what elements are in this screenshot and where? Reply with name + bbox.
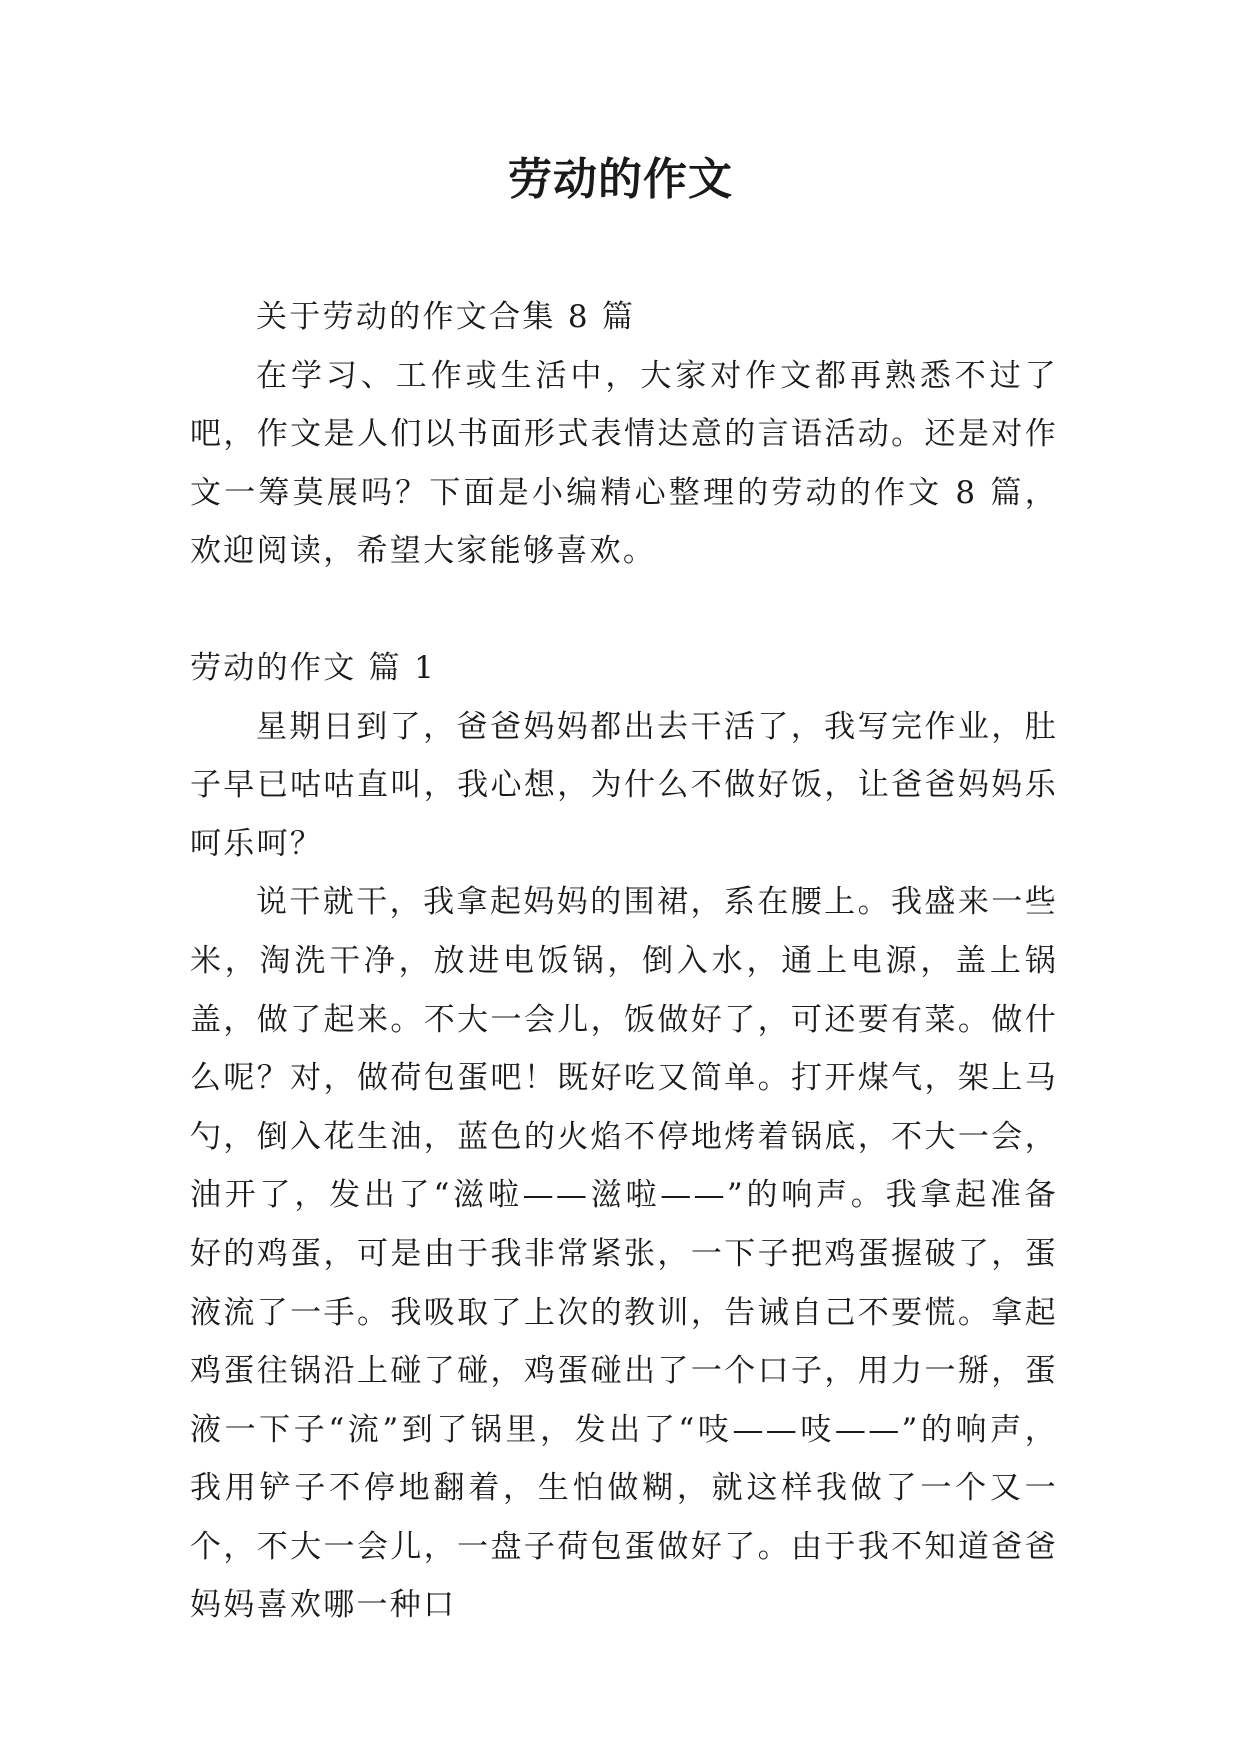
intro-paragraph: 在学习、工作或生活中，大家对作文都再熟悉不过了吧，作文是人们以书面形式表情达意的言语活动。还是对作文一筹莫展吗？下面是小编精心整理的劳动的作文 8 篇，欢迎阅读，希望大家能够喜欢。 xyxy=(190,357,1058,570)
document-title: 劳动的作文 xyxy=(508,154,733,205)
document-body xyxy=(190,288,1058,1635)
body-paragraph-1: 星期日到了，爸爸妈妈都出去干活了，我写完作业，肚子早已咕咕直叫，我心想，为什么不做好饭，让爸爸妈妈乐呵乐呵？ xyxy=(190,708,1058,862)
body-paragraph-2: 说干就干，我拿起妈妈的围裙，系在腰上。我盛来一些米，淘洗干净，放进电饭锅，倒入水，通上电源，盖上锅盖，做了起来。不大一会儿，饭做好了，可还要有菜。做什么呢？对，做荷包蛋吧！既好吃又简单。打开煤气，架上马勺，倒入花生油，蓝色的火焰不停地烤着锅底，不大一会，油开了，发出了“滋啦——滋啦——”的响声。我拿起准备好的鸡蛋，可是由于我非常紧张，一下子把鸡蛋握破了，蛋液流了一手。我吸取了上次的教训，告诫自己不要慌。拿起鸡蛋往锅沿上碰了碰，鸡蛋碰出了一个口子，用力一掰，蛋液一下子“流”到了锅里，发出了“吱——吱——”的响声，我用铲子不停地翻着，生怕做糊，就这样我做了一个又一个，不大一会儿，一盘子荷包蛋做好了。由于我不知道爸爸妈妈喜欢哪一种口 xyxy=(190,884,1058,1624)
intro-heading: 关于劳动的作文合集 8 篇 xyxy=(256,299,636,335)
section-heading: 劳动的作文 篇 1 xyxy=(190,649,437,686)
